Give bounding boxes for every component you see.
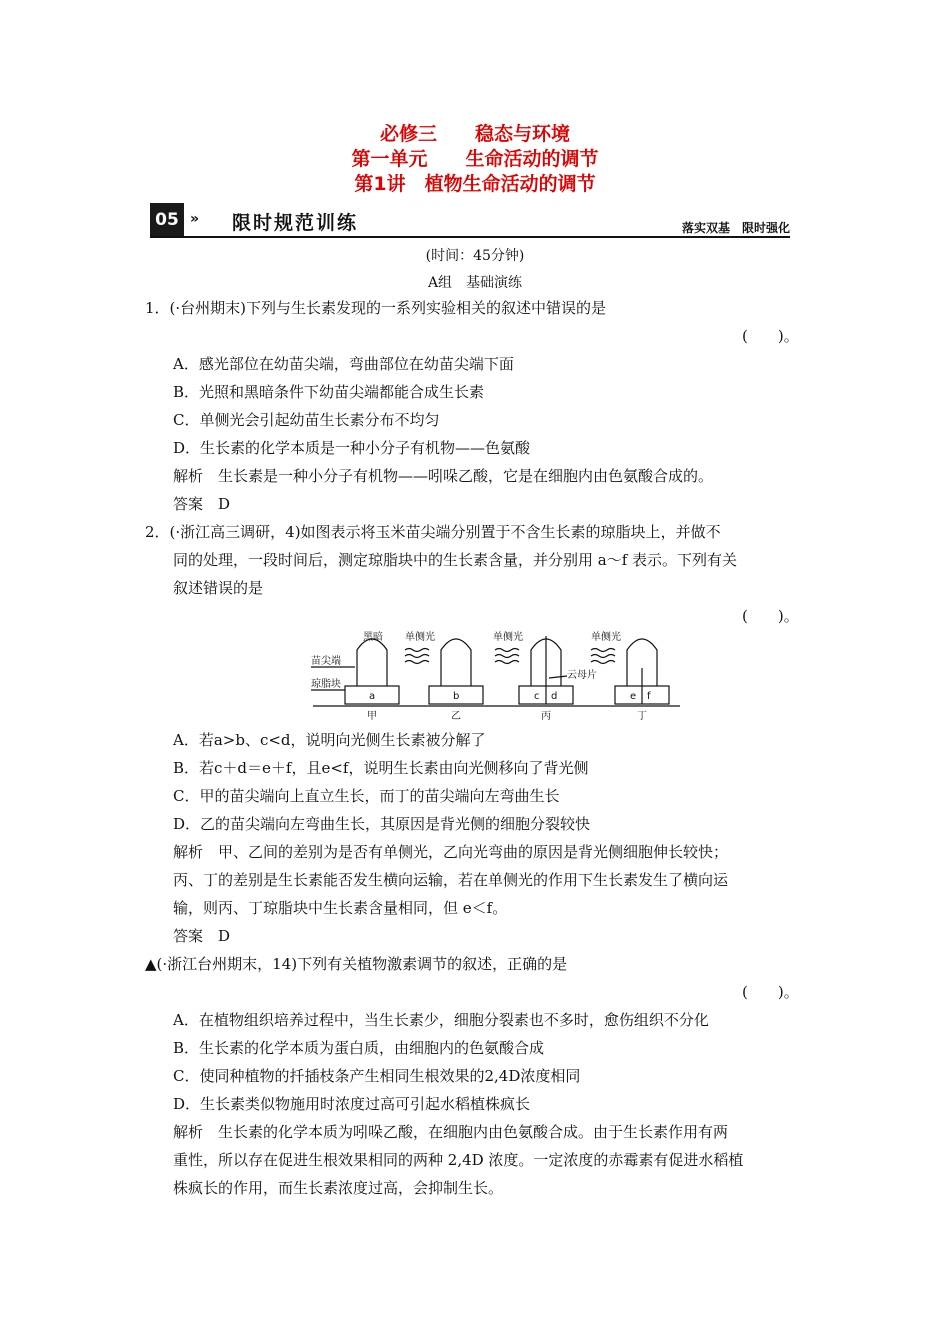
double-chevron-icon: » [190,211,200,227]
question-3-option-c: C．使同种植物的扦插枝条产生相同生根效果的2,4D浓度相同 [173,1067,581,1085]
time-limit: (时间：45分钟) [425,248,525,264]
leader-mica [549,676,567,678]
block-label-f: f [647,691,651,702]
question-1-stem: 1．(·台州期末)下列与生长素发现的一系列实验相关的叙述中错误的是 [145,299,607,317]
question-3-option-b: B．生长素的化学本质为蛋白质，由细胞内的色氨酸合成 [173,1039,545,1057]
question-3-answer-paren: ( )。 [742,983,799,1001]
question-3-option-d: D．生长素类似物施用时浓度过高可引起水稻植株疯长 [173,1095,531,1113]
question-3-analysis-line-1: 解析 生长素的化学本质为吲哚乙酸，在细胞内由色氨酸合成。由于生长素作用有两 [173,1123,729,1141]
question-1-answer-paren: ( )。 [742,327,799,345]
question-2-answer: 答案 D [173,927,231,945]
title-line-1: 必修三 稳态与环境 [379,123,570,145]
question-2-analysis-line-2: 丙、丁的差别是生长素能否发生横向运输，若在单侧光的作用下生长素发生了横向运 [173,871,729,889]
question-2-stem-line-2: 同的处理，一段时间后，测定琼脂块中的生长素含量，并分别用 a～f 表示。下列有关 [173,551,738,569]
label-unilateral-ding: 单侧光 [591,632,621,643]
question-2-stem-line-3: 叙述错误的是 [173,579,264,597]
question-3-stem: ▲(·浙江台州期末，14)下列有关植物激素调节的叙述，正确的是 [145,955,568,973]
title-line-2: 第一单元 生命活动的调节 [351,148,599,170]
question-2-option-c: C．甲的苗尖端向上直立生长，而丁的苗尖端向左弯曲生长 [173,787,560,805]
question-2-analysis-line-3: 输，则丙、丁琼脂块中生长素含量相同，但 e＜f。 [173,899,508,917]
section-title: 限时规范训练 [232,212,359,234]
label-unilateral-bing: 单侧光 [493,632,523,643]
caption-yi: 乙 [451,711,461,722]
label-agar: 琼脂块 [311,679,341,690]
question-2-analysis-line-1: 解析 甲、乙间的差别为是否有单侧光，乙向光弯曲的原因是背光侧细胞伸长较快； [173,843,729,861]
question-1-answer: 答案 D [173,495,231,513]
block-label-b: b [453,691,460,702]
seedling-experiment-diagram [305,628,685,723]
group-heading: A组 基础演练 [427,275,523,291]
title-line-3: 第1讲 植物生命活动的调节 [354,173,596,195]
question-1-option-d: D．生长素的化学本质是一种小分子有机物——色氨酸 [173,439,531,457]
caption-bing: 丙 [541,711,551,722]
light-waves-yi [405,649,429,664]
question-2-option-b: B．若c＋d＝e＋f，且e<f，说明生长素由向光侧移向了背光侧 [173,759,589,777]
question-3-analysis-line-2: 重性，所以存在促进生根效果相同的两种 2,4D 浓度。一定浓度的赤霉素有促进水稻植 [173,1151,744,1169]
section-tagline: 落实双基 限时强化 [681,221,790,235]
label-dark: 黑暗 [363,632,383,643]
question-1-option-b: B．光照和黑暗条件下幼苗尖端都能合成生长素 [173,383,485,401]
question-2-option-d: D．乙的苗尖端向左弯曲生长，其原因是背光侧的细胞分裂较快 [173,815,591,833]
block-label-c: c [534,691,540,702]
question-2-option-a: A．若a>b、c<d，说明向光侧生长素被分解了 [173,731,486,749]
label-unilateral-yi: 单侧光 [405,632,435,643]
block-label-e: e [630,691,637,702]
caption-ding: 丁 [637,711,647,722]
question-3-analysis-line-3: 株疯长的作用，而生长素浓度过高，会抑制生长。 [173,1179,504,1197]
question-2-stem-line-1: 2．(·浙江高三调研，4)如图表示将玉米苗尖端分别置于不含生长素的琼脂块上，并做不 [145,523,721,541]
question-2-answer-paren: ( )。 [742,607,799,625]
coleoptile-yi [441,639,471,686]
page-title [0,122,950,197]
caption-jia: 甲 [367,711,377,722]
light-waves-bing [495,649,519,664]
label-tip: 苗尖端 [311,656,341,667]
question-1-option-a: A．感光部位在幼苗尖端，弯曲部位在幼苗尖端下面 [173,355,514,373]
coleoptile-jia [357,639,387,686]
question-3-option-a: A．在植物组织培养过程中，当生长素少，细胞分裂素也不多时，愈伤组织不分化 [173,1011,709,1029]
label-mica: 云母片 [567,670,597,681]
section-banner [150,203,790,237]
question-1-option-c: C．单侧光会引起幼苗生长素分布不均匀 [173,411,440,429]
question-1-analysis: 解析 生长素是一种小分子有机物——吲哚乙酸，它是在细胞内由色氨酸合成的。 [173,467,714,485]
block-label-d: d [551,691,558,702]
light-waves-ding [591,649,615,664]
block-label-a: a [369,691,376,702]
banner-rule [150,236,790,238]
section-number: 05 [150,203,184,237]
